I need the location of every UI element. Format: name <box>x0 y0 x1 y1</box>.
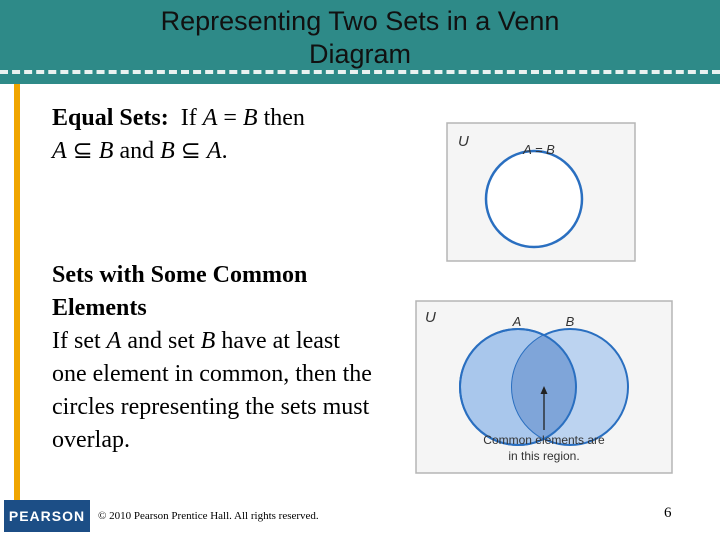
universe-label: U <box>425 309 436 326</box>
set-a-symbol: A <box>106 328 122 354</box>
equal-sets-if: If <box>180 105 197 131</box>
set-b-symbol: B <box>160 138 175 164</box>
set-b-symbol: B <box>200 328 216 354</box>
set-circle <box>486 151 582 247</box>
then-word: then <box>257 105 305 131</box>
set-b-label: B <box>565 314 575 329</box>
set-b-symbol: B <box>242 105 258 131</box>
set-a-label: A <box>512 314 522 329</box>
subset-symbol: ⊆ <box>72 138 93 164</box>
set-a-symbol: A <box>206 138 222 164</box>
common-elements-text <box>52 259 372 457</box>
caption-line-1: Common elements are <box>483 433 605 447</box>
subset-symbol: ⊆ <box>180 138 201 164</box>
title-divider <box>0 70 720 74</box>
slide-title <box>0 5 720 71</box>
equal-sets-text <box>52 102 372 168</box>
equals-symbol: = <box>217 105 243 131</box>
common-elements-heading: Sets with Some Common Elements <box>52 262 308 321</box>
set-label: A = B <box>523 142 555 157</box>
common-rest: have at least one element in common, then the circles representing the sets must overlap. <box>52 328 372 453</box>
universe-label: U <box>458 133 469 150</box>
accent-bar <box>14 84 20 500</box>
page-number: 6 <box>664 505 672 521</box>
slide-title-line-2: Diagram <box>308 39 412 69</box>
and-word: and <box>113 138 161 164</box>
equal-sets-venn-diagram <box>446 122 636 262</box>
equal-sets-heading: Equal Sets: <box>52 105 169 131</box>
overlapping-sets-venn-diagram <box>415 300 673 474</box>
set-a-symbol: A <box>202 105 218 131</box>
common-if-set: If set <box>52 328 107 354</box>
pearson-logo: PEARSON <box>4 500 90 532</box>
period: . <box>221 138 228 164</box>
copyright-notice: © 2010 Pearson Prentice Hall. All rights reserved. <box>98 510 319 522</box>
common-and-set: and set <box>121 328 201 354</box>
set-a-symbol: A <box>52 138 67 164</box>
caption-line-2: in this region. <box>508 449 580 463</box>
set-b-symbol: B <box>98 138 114 164</box>
slide-title-line-1: Representing Two Sets in a Venn <box>160 6 560 36</box>
